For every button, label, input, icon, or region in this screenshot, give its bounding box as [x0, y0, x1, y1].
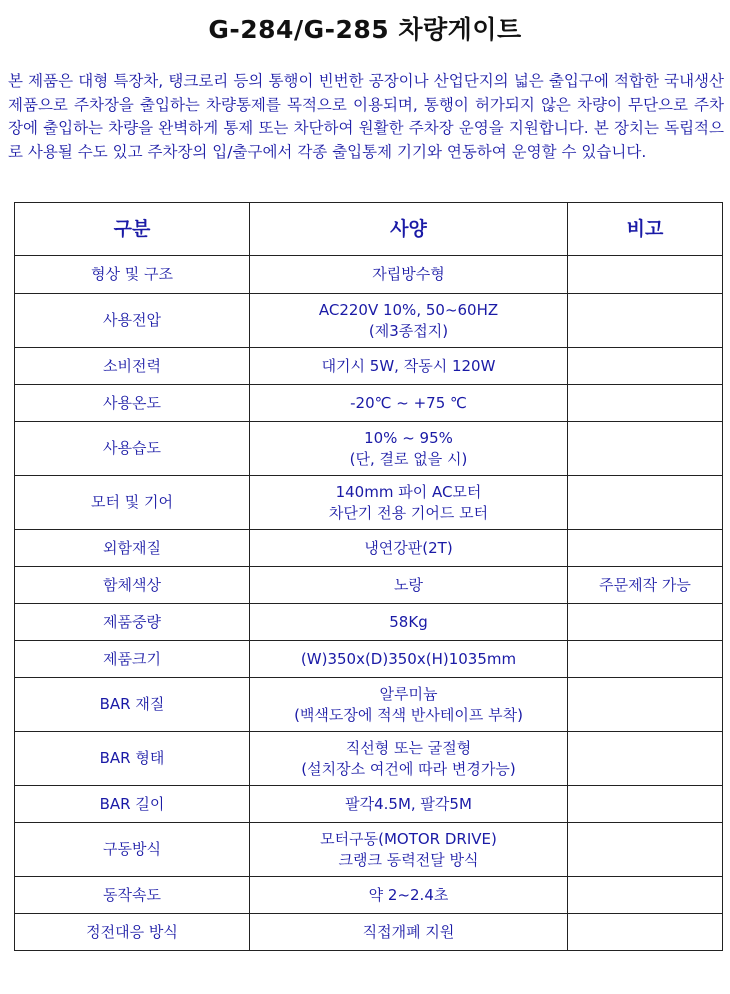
table-row	[15, 678, 723, 732]
row-note	[568, 530, 723, 567]
spec-line-secondary: (백색도장에 적색 반사테이프 부착)	[294, 705, 523, 724]
row-spec	[250, 348, 568, 385]
row-spec	[250, 786, 568, 823]
row-note	[568, 294, 723, 348]
row-label: 형상 및 구조	[15, 256, 250, 294]
row-label: BAR 재질	[15, 678, 250, 732]
spec-line: AC220V 10%, 50~60HZ	[318, 300, 499, 319]
table-row	[15, 476, 723, 530]
row-note	[568, 476, 723, 530]
spec-line: 직접개폐 지원	[362, 922, 455, 941]
row-label: 사용온도	[15, 385, 250, 422]
spec-line: 냉연강판(2T)	[364, 538, 453, 557]
table-row	[15, 294, 723, 348]
row-spec	[250, 385, 568, 422]
row-spec	[250, 604, 568, 641]
row-spec	[250, 678, 568, 732]
row-label: 모터 및 기어	[15, 476, 250, 530]
spec-line: 노랑	[394, 575, 423, 594]
row-label: 동작속도	[15, 877, 250, 914]
row-spec	[250, 422, 568, 476]
spec-line-secondary: 차단기 전용 기어드 모터	[328, 503, 489, 522]
row-spec	[250, 732, 568, 786]
table-row	[15, 567, 723, 604]
spec-line: 대기시 5W, 작동시 120W	[321, 356, 496, 375]
header-category: 구분	[15, 203, 250, 256]
row-spec	[250, 823, 568, 877]
table-row	[15, 823, 723, 877]
row-label: 정전대응 방식	[15, 914, 250, 951]
table-row	[15, 422, 723, 476]
row-spec	[250, 530, 568, 567]
spec-line-secondary: (단, 결로 없을 시)	[349, 449, 468, 468]
row-label: BAR 길이	[15, 786, 250, 823]
table-row	[15, 256, 723, 294]
row-spec	[250, 567, 568, 604]
spec-line: 직선형 또는 굴절형	[345, 738, 472, 757]
spec-line-secondary: (제3종접지)	[368, 321, 449, 340]
spec-line: 팔각4.5M, 팔각5M	[345, 794, 472, 813]
table-row	[15, 530, 723, 567]
row-note	[568, 732, 723, 786]
spec-line: 알루미늄	[379, 684, 438, 703]
row-note	[568, 604, 723, 641]
spec-line-secondary: 크랭크 동력전달 방식	[338, 850, 479, 869]
row-note	[568, 422, 723, 476]
header-note: 비고	[568, 203, 723, 256]
row-label: 제품크기	[15, 641, 250, 678]
row-label: 소비전력	[15, 348, 250, 385]
row-spec	[250, 914, 568, 951]
spec-line: 자립방수형	[372, 265, 445, 283]
spec-table	[14, 202, 723, 951]
table-row	[15, 877, 723, 914]
row-note	[568, 877, 723, 914]
page-title: G-284/G-285 차량게이트	[208, 15, 522, 44]
row-note	[568, 786, 723, 823]
row-note	[568, 348, 723, 385]
row-spec	[250, 877, 568, 914]
row-spec	[250, 476, 568, 530]
row-note: 주문제작 가능	[568, 567, 723, 604]
spec-line: 140mm 파이 AC모터	[335, 482, 482, 501]
row-spec	[250, 641, 568, 678]
row-note	[568, 914, 723, 951]
row-label: 외함재질	[15, 530, 250, 567]
spec-line: 10% ~ 95%	[364, 428, 453, 447]
header-spec: 사양	[250, 203, 568, 256]
spec-line: 58Kg	[389, 612, 428, 631]
row-note	[568, 823, 723, 877]
table-row	[15, 732, 723, 786]
row-label: 함체색상	[15, 567, 250, 604]
spec-line: -20℃ ~ +75 ℃	[350, 393, 467, 412]
row-label: BAR 형태	[15, 732, 250, 786]
spec-line: (W)350x(D)350x(H)1035mm	[300, 649, 517, 668]
row-note	[568, 385, 723, 422]
row-note	[568, 641, 723, 678]
row-note	[568, 256, 723, 294]
table-row	[15, 348, 723, 385]
table-header-row	[15, 203, 723, 256]
table-row	[15, 786, 723, 823]
spec-line-secondary: (설치장소 여건에 따라 변경가능)	[301, 759, 516, 778]
row-label: 사용습도	[15, 422, 250, 476]
row-note	[568, 678, 723, 732]
table-row	[15, 385, 723, 422]
table-row	[15, 604, 723, 641]
row-label: 사용전압	[15, 294, 250, 348]
row-spec	[250, 256, 568, 294]
spec-line: 모터구동(MOTOR DRIVE)	[320, 829, 497, 848]
row-label: 제품중량	[15, 604, 250, 641]
row-spec	[250, 294, 568, 348]
table-row	[15, 914, 723, 951]
table-row	[15, 641, 723, 678]
intro-paragraph: 본 제품은 대형 특장차, 탱크로리 등의 통행이 빈번한 공장이나 산업단지의 넓은 출입구에 적합한 국내생산 제품으로 주차장을 출입하는 차량통제를 목적으로 이용되며, 통행이 허가되지 않은 차량이 무단으로 주차장에 출입하는 차량을 완벽하게 통제 또는 차단하여 원활한 주차장 운영을 지원합니다. 본 장치는 독립적으로 사용될 수도 있고 주차장의 입/출구에서 각종 출입통제 기기와 연동하여 운영할 수 있습니다.	[8, 72, 724, 161]
row-label: 구동방식	[15, 823, 250, 877]
spec-line: 약 2~2.4초	[368, 885, 449, 904]
